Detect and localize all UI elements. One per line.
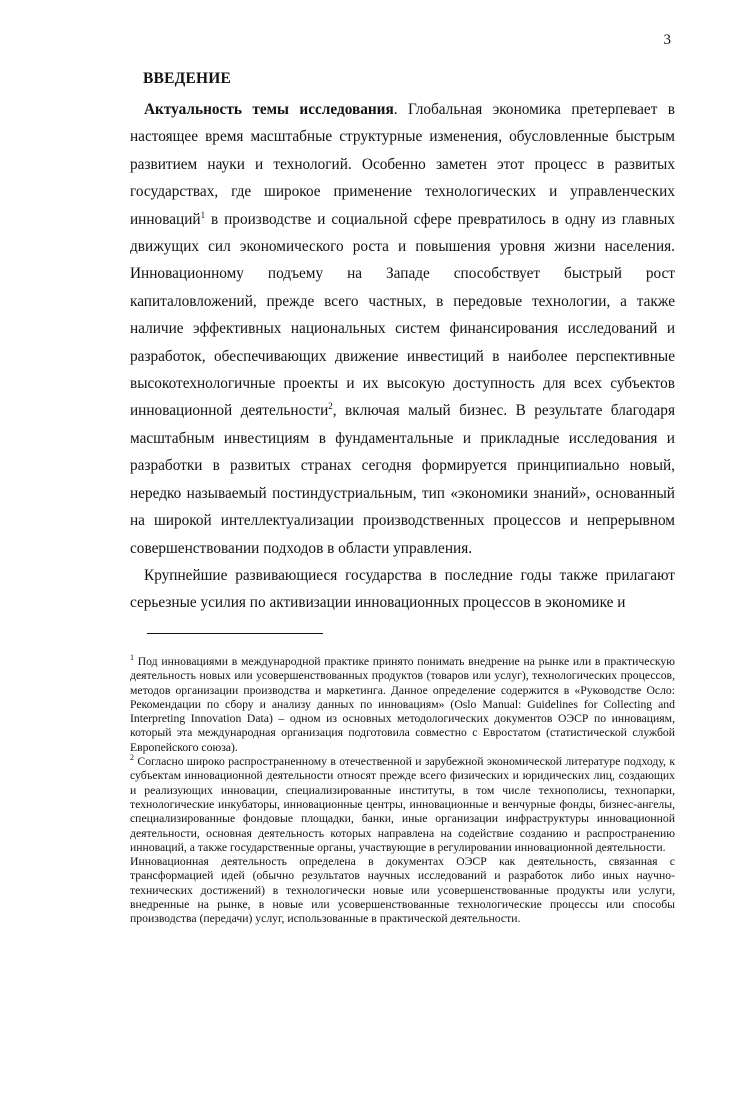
footnote-text-2: Согласно широко распространенному в отечественной и зарубежной экономической литературе подходу, к субъектам инновационной деятельности относят прежде всего физических и юридических лиц, создающих и реализующих инновации, специализированные институты, в том числе технополисы, технопарки, технологические инкубаторы, инновационные центры, инновационные и венчурные фонды, бизнес-ангелы, специализированные фондовые площадки, банки, иные организации инфраструктуры инновационной деятельности, основная деятельность которых направлена на содействие созданию и распространению инноваций, а также государственные органы, участвующие в регулировании инновационной деятельности. xyxy=(130,755,675,854)
footnote-marker-2: 2 xyxy=(130,753,134,763)
page-number: 3 xyxy=(663,32,671,48)
paragraph-text-1: . Глобальная экономика претерпевает в настоящее время масштабные структурные изменения, обусловленные быстрым развитием науки и технологий. Особенно заметен этот процесс в развитых государствах, где широкое применение технологических и управленческих инноваций xyxy=(130,101,675,228)
footnote-2 xyxy=(130,755,675,855)
footnote-ref-1: 1 xyxy=(200,209,206,220)
section-heading: ВВЕДЕНИЕ xyxy=(143,70,232,87)
footnotes xyxy=(130,655,675,927)
footnote-1 xyxy=(130,655,675,755)
paragraph-lead: Актуальность темы исследования xyxy=(144,101,394,118)
footnote-ref-2: 2 xyxy=(328,401,333,412)
paragraph-developing-states: Крупнейшие развивающиеся государства в последние годы также прилагают серьезные усилия по активизации инновационных процессов в экономике и xyxy=(130,566,675,612)
footnote-separator xyxy=(147,633,323,634)
footnote-text-1: Под инновациями в международной практике принято понимать внедрение на рынке или в практическую деятельность новых или усовершенствованных продуктов (товаров или услуг), технологических процессов, методов организации производства и маркетинга. Данное определение содержится в «Руководстве Осло: Рекомендации по сбору и анализу данных по инновациям» (Oslo Manual: Guidelines for Collecting and Interpreting Innovation Data) – одном из основных методологических документов ОЭСР по инновациям, который эта международная организация подготовила совместно с Евростатом (статистической службой Европейского союза). xyxy=(130,655,675,754)
footnote-continuation: Инновационная деятельность определена в документах ОЭСР как деятельность, связанная с трансформацией идей (обычно результатов научных исследований и разработок либо иных научно-технических достижений) в технологически новые или усовершенствованные продукты или услуги, внедренные на рынке, в новые или усовершенствованные технологические процессы или способы производства (передачи) услуг, использованные в практической деятельности. xyxy=(130,855,675,926)
paragraph-relevance xyxy=(130,96,675,562)
paragraph-text-2: в производстве и социальной сфере превратилось в одну из главных движущих сил экономического роста и повышения уровня жизни населения. Инновационному подъему на Западе способствует быстрый рост капиталовложений, прежде всего частных, в передовые технологии, а также наличие эффективных национальных систем финансирования исследований и разработок, обеспечивающих движение инвестиций в наиболее перспективные высокотехнологичные проекты и их высокую доступность для всех субъектов инновационной деятельности xyxy=(130,210,675,420)
main-text xyxy=(130,96,675,617)
footnote-marker-1: 1 xyxy=(130,653,134,663)
paragraph-text-3: , включая малый бизнес. В результате благодаря масштабным инвестициям в фундаментальные и прикладные исследования и разработки в развитых странах сегодня формируется принципиально новый, нередко называемый постиндустриальным, тип «экономики знаний», основанный на широкой интеллектуализации производственных процессов и непрерывном совершенствовании подходов в области управления. xyxy=(130,402,675,557)
